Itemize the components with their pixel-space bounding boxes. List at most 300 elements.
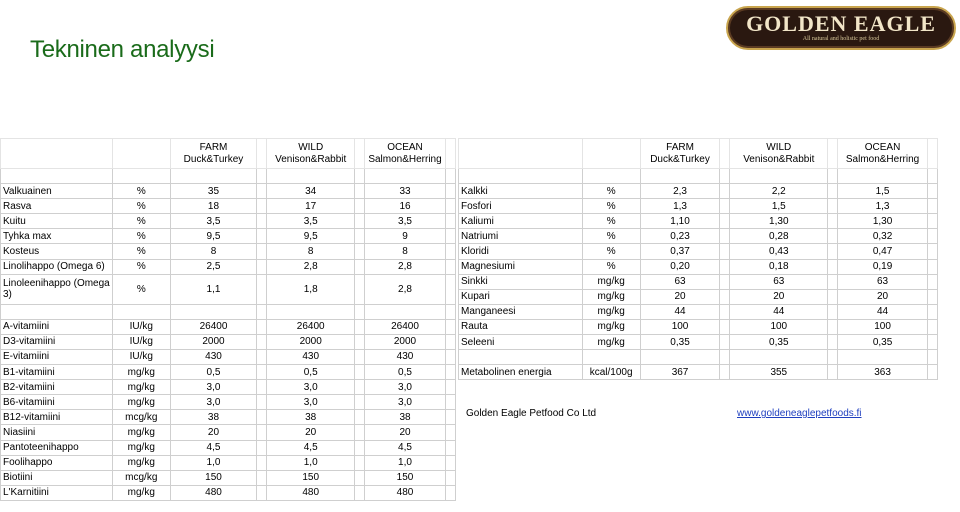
spacer-cell — [828, 229, 838, 244]
row-value: 0,18 — [730, 259, 828, 274]
row-value: 3,5 — [267, 214, 355, 229]
row-value: 2,2 — [730, 184, 828, 199]
column-header — [730, 139, 828, 169]
table-row — [1, 395, 456, 410]
spacer-cell — [355, 334, 365, 349]
row-value: 1,30 — [730, 214, 828, 229]
column-header-line2: Venison&Rabbit — [743, 153, 815, 165]
header-row — [1, 139, 456, 169]
spacer-cell — [828, 274, 838, 289]
row-label: Kuitu — [1, 214, 113, 229]
table-row — [459, 319, 938, 334]
row-label: Natriumi — [459, 229, 583, 244]
table-row — [459, 274, 938, 289]
spacer-cell — [582, 350, 640, 365]
table-row — [459, 229, 938, 244]
row-unit: mg/kg — [112, 455, 170, 470]
spacer-cell — [257, 334, 267, 349]
row-value: 1,5 — [730, 199, 828, 214]
row-unit: % — [582, 199, 640, 214]
spacer-row — [459, 350, 938, 365]
spacer-cell — [355, 169, 365, 184]
row-value: 26400 — [170, 319, 257, 334]
row-value: 3,5 — [365, 214, 446, 229]
spacer-cell — [828, 259, 838, 274]
row-unit: mg/kg — [112, 485, 170, 500]
row-label: Biotiini — [1, 470, 113, 485]
row-value: 44 — [838, 304, 928, 319]
row-unit: % — [582, 259, 640, 274]
spacer-cell — [445, 440, 455, 455]
row-value: 4,5 — [170, 440, 257, 455]
spacer-cell — [445, 334, 455, 349]
spacer-cell — [257, 199, 267, 214]
column-header-line1: WILD — [766, 141, 792, 153]
spacer-cell — [720, 214, 730, 229]
spacer-cell — [720, 184, 730, 199]
spacer-cell — [267, 169, 355, 184]
column-header — [170, 139, 257, 169]
spacer-cell — [257, 380, 267, 395]
table-row — [1, 274, 456, 304]
spacer-cell — [828, 335, 838, 350]
row-label: L'Karnitiini — [1, 485, 113, 500]
table-row — [1, 334, 456, 349]
spacer-cell — [828, 184, 838, 199]
row-value: 9,5 — [170, 229, 257, 244]
row-value: 1,1 — [170, 274, 257, 304]
row-value: 0,28 — [730, 229, 828, 244]
row-value: 100 — [730, 319, 828, 334]
row-label: Rasva — [1, 199, 113, 214]
spacer-cell — [927, 259, 937, 274]
row-value: 3,5 — [170, 214, 257, 229]
spacer-cell — [927, 199, 937, 214]
spacer-cell — [720, 365, 730, 380]
table-row — [1, 470, 456, 485]
spacer-cell — [355, 319, 365, 334]
spacer-cell — [828, 199, 838, 214]
row-value: 1,30 — [838, 214, 928, 229]
column-header-line2: Venison&Rabbit — [275, 153, 347, 165]
row-unit: IU/kg — [112, 334, 170, 349]
row-value: 2,8 — [365, 259, 446, 274]
row-label: Rauta — [459, 319, 583, 334]
row-unit: mg/kg — [112, 440, 170, 455]
spacer-cell — [828, 139, 838, 169]
column-header-line1: FARM — [199, 141, 228, 153]
row-value: 33 — [365, 184, 446, 199]
spacer-cell — [257, 214, 267, 229]
right-analysis-table — [458, 138, 938, 380]
spacer-cell — [720, 244, 730, 259]
spacer-cell — [927, 319, 937, 334]
table-row — [1, 229, 456, 244]
spacer-cell — [828, 289, 838, 304]
spacer-cell — [257, 319, 267, 334]
spacer-cell — [445, 349, 455, 364]
spacer-cell — [355, 395, 365, 410]
row-value: 480 — [170, 485, 257, 500]
row-value: 20 — [365, 425, 446, 440]
spacer-cell — [170, 304, 257, 319]
row-unit: % — [112, 244, 170, 259]
spacer-cell — [365, 169, 446, 184]
row-value: 355 — [730, 365, 828, 380]
row-value: 2,3 — [640, 184, 720, 199]
spacer-cell — [445, 380, 455, 395]
spacer-cell — [445, 425, 455, 440]
row-value: 63 — [640, 274, 720, 289]
spacer-cell — [355, 139, 365, 169]
table-row — [459, 365, 938, 380]
row-label: Kloridi — [459, 244, 583, 259]
row-value: 0,5 — [267, 365, 355, 380]
spacer-cell — [828, 350, 838, 365]
spacer-cell — [927, 214, 937, 229]
row-value: 0,35 — [730, 335, 828, 350]
table-row — [1, 410, 456, 425]
table-row — [1, 184, 456, 199]
spacer-cell — [730, 169, 828, 184]
column-header-line1: WILD — [298, 141, 324, 153]
spacer-cell — [257, 244, 267, 259]
spacer-cell — [112, 169, 170, 184]
row-label: B6-vitamiini — [1, 395, 113, 410]
spacer-cell — [927, 274, 937, 289]
spacer-cell — [838, 350, 928, 365]
header-blank — [582, 139, 640, 169]
header-blank — [1, 139, 113, 169]
row-value: 8 — [170, 244, 257, 259]
row-value: 1,3 — [640, 199, 720, 214]
row-value: 4,5 — [267, 440, 355, 455]
row-label: Kosteus — [1, 244, 113, 259]
spacer-cell — [720, 274, 730, 289]
spacer-cell — [445, 485, 455, 500]
spacer-cell — [828, 319, 838, 334]
spacer-cell — [257, 455, 267, 470]
spacer-cell — [355, 425, 365, 440]
row-value: 17 — [267, 199, 355, 214]
row-value: 430 — [170, 349, 257, 364]
row-value: 20 — [730, 289, 828, 304]
spacer-cell — [640, 169, 720, 184]
row-label: Manganeesi — [459, 304, 583, 319]
row-label: Sinkki — [459, 274, 583, 289]
row-value: 34 — [267, 184, 355, 199]
row-value: 26400 — [267, 319, 355, 334]
row-unit: mg/kg — [582, 335, 640, 350]
row-value: 0,43 — [730, 244, 828, 259]
row-label: Seleeni — [459, 335, 583, 350]
column-header-line2: Salmon&Herring — [845, 153, 920, 165]
row-value: 0,19 — [838, 259, 928, 274]
table-row — [459, 199, 938, 214]
column-header — [640, 139, 720, 169]
row-label: E-vitamiini — [1, 349, 113, 364]
golden-eagle-logo — [726, 6, 956, 50]
table-row — [1, 214, 456, 229]
spacer-cell — [445, 304, 455, 319]
spacer-cell — [640, 350, 720, 365]
table-row — [1, 380, 456, 395]
header-blank — [459, 139, 583, 169]
row-label: Magnesiumi — [459, 259, 583, 274]
row-value: 0,20 — [640, 259, 720, 274]
table-row — [1, 455, 456, 470]
spacer-cell — [927, 169, 937, 184]
table-row — [1, 349, 456, 364]
row-unit: % — [112, 184, 170, 199]
row-value: 20 — [267, 425, 355, 440]
row-label: Pantoteenihappo — [1, 440, 113, 455]
spacer-cell — [355, 349, 365, 364]
row-value: 2000 — [170, 334, 257, 349]
spacer-cell — [927, 350, 937, 365]
row-value: 2,5 — [170, 259, 257, 274]
row-unit: % — [582, 229, 640, 244]
row-value: 1,0 — [170, 455, 257, 470]
row-value: 1,8 — [267, 274, 355, 304]
spacer-cell — [257, 365, 267, 380]
spacer-cell — [838, 169, 928, 184]
row-unit: mg/kg — [582, 274, 640, 289]
row-value: 8 — [365, 244, 446, 259]
spacer-cell — [720, 169, 730, 184]
column-header — [838, 139, 928, 169]
row-unit: mg/kg — [582, 319, 640, 334]
spacer-cell — [720, 304, 730, 319]
spacer-cell — [170, 169, 257, 184]
row-value: 44 — [730, 304, 828, 319]
row-value: 9 — [365, 229, 446, 244]
spacer-cell — [257, 470, 267, 485]
table-row — [459, 304, 938, 319]
spacer-row — [1, 169, 456, 184]
spacer-cell — [720, 139, 730, 169]
row-unit: kcal/100g — [582, 365, 640, 380]
row-value: 3,0 — [170, 395, 257, 410]
row-value: 8 — [267, 244, 355, 259]
spacer-cell — [257, 349, 267, 364]
table-row — [459, 184, 938, 199]
row-value: 2000 — [365, 334, 446, 349]
row-value: 0,35 — [640, 335, 720, 350]
row-value: 2000 — [267, 334, 355, 349]
spacer-cell — [828, 304, 838, 319]
row-value: 63 — [838, 274, 928, 289]
row-value: 44 — [640, 304, 720, 319]
row-value: 363 — [838, 365, 928, 380]
row-value: 18 — [170, 199, 257, 214]
row-label: Fosfori — [459, 199, 583, 214]
row-unit: % — [112, 259, 170, 274]
table-row — [459, 289, 938, 304]
row-value: 63 — [730, 274, 828, 289]
spacer-cell — [355, 304, 365, 319]
row-value: 480 — [365, 485, 446, 500]
spacer-cell — [927, 365, 937, 380]
row-label: Foolihappo — [1, 455, 113, 470]
spacer-cell — [927, 229, 937, 244]
spacer-cell — [257, 440, 267, 455]
row-unit: mg/kg — [582, 304, 640, 319]
spacer-cell — [1, 304, 113, 319]
row-unit: % — [112, 199, 170, 214]
spacer-cell — [257, 229, 267, 244]
spacer-cell — [720, 229, 730, 244]
spacer-cell — [927, 335, 937, 350]
table-row — [1, 259, 456, 274]
row-unit: mg/kg — [112, 365, 170, 380]
spacer-cell — [257, 395, 267, 410]
spacer-cell — [720, 199, 730, 214]
page-title: Tekninen analyysi — [30, 36, 215, 63]
row-value: 0,35 — [838, 335, 928, 350]
spacer-cell — [720, 289, 730, 304]
row-label: B1-vitamiini — [1, 365, 113, 380]
row-value: 0,37 — [640, 244, 720, 259]
spacer-cell — [927, 184, 937, 199]
row-value: 100 — [838, 319, 928, 334]
row-value: 430 — [365, 349, 446, 364]
spacer-cell — [112, 304, 170, 319]
spacer-cell — [257, 259, 267, 274]
row-value: 9,5 — [267, 229, 355, 244]
row-value: 1,5 — [838, 184, 928, 199]
spacer-cell — [355, 380, 365, 395]
row-label: B2-vitamiini — [1, 380, 113, 395]
row-label: Kupari — [459, 289, 583, 304]
row-value: 38 — [365, 410, 446, 425]
spacer-cell — [445, 184, 455, 199]
row-unit: mcg/kg — [112, 470, 170, 485]
spacer-cell — [355, 199, 365, 214]
spacer-cell — [257, 184, 267, 199]
spacer-cell — [445, 169, 455, 184]
row-value: 26400 — [365, 319, 446, 334]
spacer-cell — [445, 455, 455, 470]
spacer-cell — [1, 169, 113, 184]
table-row — [459, 259, 938, 274]
spacer-cell — [355, 440, 365, 455]
spacer-cell — [828, 244, 838, 259]
row-value: 1,10 — [640, 214, 720, 229]
row-value: 430 — [267, 349, 355, 364]
row-value: 1,3 — [838, 199, 928, 214]
spacer-cell — [927, 289, 937, 304]
spacer-cell — [927, 244, 937, 259]
row-label: Linolihappo (Omega 6) — [1, 259, 113, 274]
logo-tagline: All natural and holistic pet food — [802, 36, 880, 42]
row-value: 3,0 — [267, 380, 355, 395]
spacer-cell — [257, 485, 267, 500]
row-label: B12-vitamiini — [1, 410, 113, 425]
spacer-cell — [828, 169, 838, 184]
logo-brand: GOLDEN EAGLE — [746, 11, 936, 36]
spacer-cell — [257, 169, 267, 184]
column-header-line2: Salmon&Herring — [368, 153, 442, 165]
spacer-cell — [445, 365, 455, 380]
row-unit: IU/kg — [112, 349, 170, 364]
row-value: 4,5 — [365, 440, 446, 455]
spacer-cell — [927, 304, 937, 319]
spacer-cell — [459, 350, 583, 365]
row-value: 0,5 — [170, 365, 257, 380]
spacer-cell — [582, 169, 640, 184]
row-value: 2,8 — [267, 259, 355, 274]
column-header — [365, 139, 446, 169]
row-value: 150 — [170, 470, 257, 485]
spacer-cell — [445, 199, 455, 214]
spacer-cell — [355, 470, 365, 485]
spacer-cell — [720, 259, 730, 274]
row-unit: % — [582, 244, 640, 259]
spacer-cell — [355, 485, 365, 500]
column-header-line2: Duck&Turkey — [183, 153, 244, 165]
row-value: 20 — [170, 425, 257, 440]
row-unit: % — [112, 229, 170, 244]
spacer-cell — [267, 304, 355, 319]
row-label: Metabolinen energia — [459, 365, 583, 380]
table-row — [1, 319, 456, 334]
row-unit: IU/kg — [112, 319, 170, 334]
column-header-line2: Duck&Turkey — [650, 153, 710, 165]
spacer-cell — [720, 350, 730, 365]
row-value: 1,0 — [365, 455, 446, 470]
row-value: 3,0 — [365, 380, 446, 395]
row-value: 0,23 — [640, 229, 720, 244]
table-row — [459, 214, 938, 229]
row-unit: % — [582, 214, 640, 229]
spacer-cell — [355, 259, 365, 274]
spacer-cell — [355, 184, 365, 199]
header-blank — [112, 139, 170, 169]
spacer-cell — [257, 410, 267, 425]
row-label: Linoleenihappo (Omega 3) — [1, 274, 113, 304]
header-row — [459, 139, 938, 169]
table-row — [459, 335, 938, 350]
table-row — [1, 440, 456, 455]
row-value: 38 — [170, 410, 257, 425]
row-label: D3-vitamiini — [1, 334, 113, 349]
row-value: 0,47 — [838, 244, 928, 259]
spacer-cell — [355, 214, 365, 229]
spacer-cell — [445, 410, 455, 425]
row-value: 35 — [170, 184, 257, 199]
spacer-cell — [445, 214, 455, 229]
spacer-cell — [445, 259, 455, 274]
spacer-cell — [445, 139, 455, 169]
spacer-row — [1, 304, 456, 319]
footer-website-link[interactable]: www.goldeneaglepetfoods.fi — [737, 408, 862, 419]
row-label: Valkuainen — [1, 184, 113, 199]
row-value: 480 — [267, 485, 355, 500]
row-value: 100 — [640, 319, 720, 334]
column-header-line1: OCEAN — [387, 141, 423, 153]
row-label: Kalkki — [459, 184, 583, 199]
row-value: 20 — [640, 289, 720, 304]
table-row — [1, 425, 456, 440]
spacer-cell — [720, 319, 730, 334]
spacer-cell — [459, 169, 583, 184]
row-value: 1,0 — [267, 455, 355, 470]
row-unit: mg/kg — [112, 380, 170, 395]
row-value: 3,0 — [365, 395, 446, 410]
row-value: 20 — [838, 289, 928, 304]
spacer-cell — [355, 274, 365, 304]
